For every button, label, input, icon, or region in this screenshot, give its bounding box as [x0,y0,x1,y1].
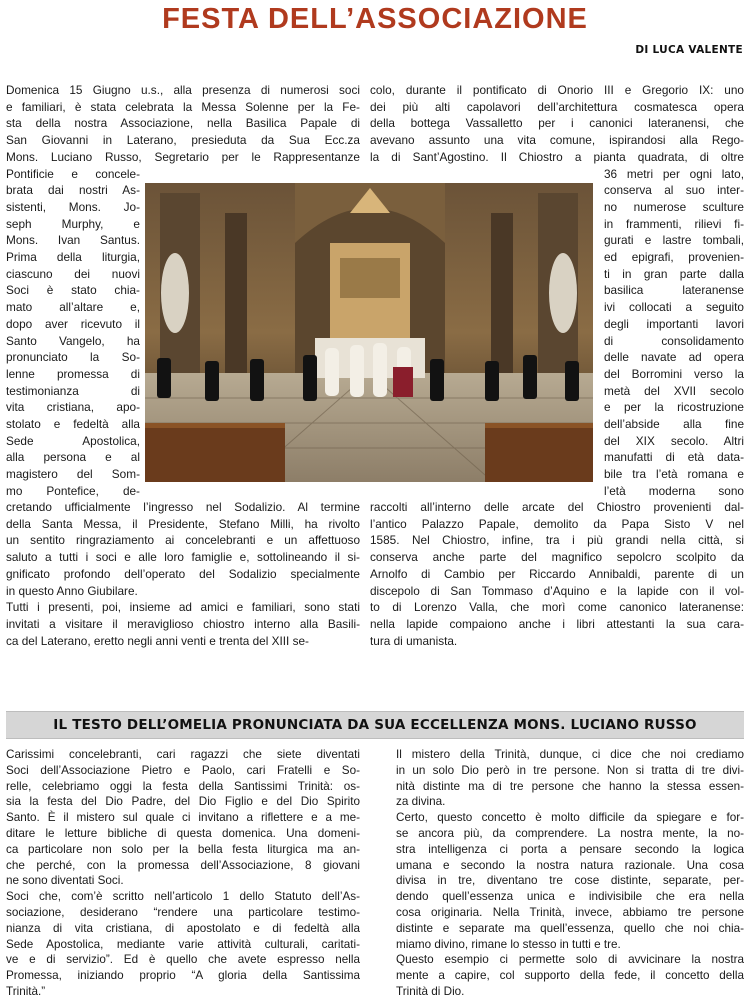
text-line: in questo Anno Giubilare. [6,583,138,598]
homily-section-heading [6,711,744,739]
text-line: vita cristiana, apo- [6,400,140,415]
article-column-2-bottom [370,499,744,649]
homily-column-1 [6,747,360,1000]
text-line: ciascuno dei nuovi [6,266,140,281]
text-line: Soci è stato chia- [6,283,140,298]
text-line: Soci dell’Associazione Pietro e Paolo, cari Fratelli e So- [6,763,360,777]
text-line: del Borromini verso la [604,366,744,381]
text-line: in frammenti, rilievi fi- [604,216,744,231]
text-line: nella lapide compaiono anche i libri attestanti la sua cara- [370,616,744,631]
text-line: magistero del Som- [6,467,140,482]
text-line: che perché, con la promessa dell’Associazione, 8 giovani [6,858,360,872]
text-line: degli importanti lavori [604,316,744,331]
text-line: la di Sant’Agostino. Il Chiostro a pianta quadrata, di oltre [370,149,744,164]
text-line: dei più alti capolavori dell’architettura cosmatesca opera [370,99,744,114]
text-line: Mons. Luciano Russo, Segretario per le Rappresentanze [6,149,360,164]
text-line: Promessa, iniziando proprio “A gloria della Santissima [6,969,360,983]
text-line: Arnolfo di Cambio per Riccardo Annibaldi, parente di un [370,566,744,581]
text-line: Tutti i presenti, poi, insieme ad amici e familiari, sono stati [6,600,360,615]
text-line: sta della nostra Associazione, nella Basilica Papale di [6,116,360,131]
text-line: un sentito ringraziamento ai concelebranti e un affettuoso [6,533,360,548]
text-line: nianza di vita cristiana, di apostolato e di fedeltà alla [6,921,360,935]
text-line: saluto a tutti i soci e alle loro famiglie e, sottolineando il si- [6,550,360,565]
text-line: mato all’altare e, [6,300,140,315]
text-line: brata dai nostri As- [6,183,140,198]
text-line: del XIX secolo. Altri [604,433,744,448]
text-line: za divina. [396,795,446,809]
text-line: sistenti, Mons. Jo- [6,199,140,214]
text-line: cosa originaria. Nella Trinità, invece, abbiamo tre persone [396,905,744,919]
text-line: mente a capire, col supporto della fede, il concetto della [396,969,744,983]
text-line: delle navate ad opera [604,350,744,365]
text-line: ca particolare non solo per la bella festa liturgica ma an- [6,842,360,856]
text-line: 36 metri per ogni lato, [604,166,744,181]
text-line: conserva anche parte del magnifico sepolcro scolpito da [370,550,744,565]
text-line: Carissimi concelebranti, cari ragazzi che siete diventati [6,748,360,761]
text-line: e per la ricostruzione [604,400,744,415]
text-line: Domenica 15 Giugno u.s., alla presenza di numerosi soci [6,83,360,97]
text-line: stolato e fedeltà alla [6,417,140,432]
text-line: manufatti di età data- [604,450,744,465]
text-line: ca del Laterano, eretto negli anni venti e trenta del XIII se- [6,633,309,648]
text-line: San Giovanni in Laterano, presieduta da Sua Ecc.za [6,133,360,148]
text-line: invitati a visitare il meraviglioso chiostro interno alla Basili- [6,616,360,631]
text-line: Certo, questo concetto è molto difficile da spiegare e for- [396,811,744,825]
text-line: raccolti all’interno delle arcate del Chiostro provenienti dal- [370,500,744,514]
article-column-1-bottom [6,499,360,649]
text-line: dell’abside alla fine [604,417,744,432]
text-line: conserva al suo inter- [604,183,744,198]
text-line: Santo Vangelo, ha [6,333,140,348]
text-line: avevano assunto una vita comune, ispirandosi alla Rego- [370,133,744,148]
text-line: no numerose sculture [604,199,744,214]
text-line: umana e secondo la nostra natura razionale. Una cosa [396,858,744,872]
text-line: ve e di servizio”. Ed è quello che avete espresso nella [6,953,360,967]
text-line: Trinità di Dio. [396,984,465,998]
text-line: miamo divino, rimane lo stesso in tutti e tre. [396,937,621,951]
text-line: Mons. Ivan Santus. [6,233,140,248]
text-line: 1585. Nel Chiostro, infine, tra i più grandi nella città, si [370,533,744,548]
text-line: sia la festa del Dio Padre, del Dio Figlio e del Dio Spirito [6,795,360,809]
text-line: della bottega Vassalletto per i canonici lateranensi, che [370,116,744,131]
text-line: l’antico Palazzo Papale, demolito da Papa Sisto V nel [370,516,744,531]
author-byline: DI LUCA VALENTE [635,44,743,56]
text-line: cretando ufficialmente l’ingresso nel Sodalizio. Al termine [6,500,360,514]
text-line: Soci che, com’è scritto nell’articolo 1 dello Statuto dell’As- [6,890,360,904]
text-line: Sede Apostolica, [6,433,140,448]
text-line: l’età moderna sono [604,483,744,498]
text-line: mo Pontefice, de- [6,483,140,498]
text-line: Sede Apostolica, mediante varie attività culturali, caritati- [6,937,360,951]
text-line: ivi collocati a seguito [604,300,744,315]
text-line: seph Murphy, e [6,216,140,231]
text-line: stra intelligenza ci porta a pensare secondo la logica [396,842,744,856]
text-line: sociazione, desiderano “rendere una particolare testimo- [6,905,360,919]
text-line: distinte e separate ma quell’essenza, quello che noi chia- [396,921,744,935]
text-line: Santo. È il mistero sul quale ci invitano a riflettere e a me- [6,811,360,825]
text-line: Trinità.” [6,984,46,998]
text-line: pronunciato la So- [6,350,140,365]
text-line: ti in gran parte dalla [604,266,744,281]
text-line: e familiari, è stata celebrata la Messa Solenne per la Fe- [6,99,360,114]
text-line: in un solo Dio però in tre persone. Non si tratta di tre divi- [396,763,744,777]
text-line: dendo quell’essenza unica e indivisibile che era nella [396,890,744,904]
homily-column-2 [396,747,744,1000]
text-line: alla persona e al [6,450,140,465]
text-line: bile tra l’età romana e [604,467,744,482]
text-line: Questo esempio ci permette solo di avvicinare la nostra [396,953,744,967]
text-line: gurati e lastre tombali, [604,233,744,248]
text-line: Prima della liturgia, [6,250,140,265]
text-line: divisa in tre, diventano tre cose distinte, separate, per- [396,874,744,888]
text-line: testimonianza di [6,383,140,398]
text-line: ne sono diventati Soci. [6,874,124,888]
text-line: tura di umanista. [370,633,458,648]
text-line: Pontificie e concele- [6,166,140,181]
text-line: dopo aver ricevuto il [6,316,140,331]
homily-heading-text: IL TESTO DELL’OMELIA PRONUNCIATA DA SUA ECCELLENZA MONS. LUCIANO RUSSO [53,717,697,733]
text-line: ditare le letture bibliche di questa domenica. Una domeni- [6,826,360,840]
article-title: FESTA DELL’ASSOCIAZIONE [162,3,588,35]
text-line: della Santa Messa, il Presidente, Stefano Milli, ha rivolto [6,516,360,531]
text-line: basilica lateranense [604,283,744,298]
text-line: di consolidamento [604,333,744,348]
text-line: lenne promessa di [6,366,140,381]
text-line: Il mistero della Trinità, dunque, ci dice che noi crediamo [396,748,744,761]
text-line: colo, durante il pontificato di Onorio III e Gregorio IX: uno [370,83,744,97]
text-line: nità distinte ma di tre persone che hanno la stessa essen- [396,779,744,793]
text-line: metà del XVII secolo [604,383,744,398]
basilica-ceremony-photo [145,183,593,482]
text-line: gnificato profondo dell’operato del Sodalizio specialmente [6,566,360,581]
text-line: relle, celebriamo oggi la festa della Santissimi Trinità: os- [6,779,360,793]
text-line: se ancora più, da comprendere. La nostra mente, la no- [396,826,744,840]
text-line: to di Lorenzo Valla, che morì come canonico lateranense: [370,600,744,615]
text-line: ed epigrafi, provenien- [604,250,744,265]
text-line: discepolo di San Tommaso d’Aquino e la lapide con il vol- [370,583,744,598]
